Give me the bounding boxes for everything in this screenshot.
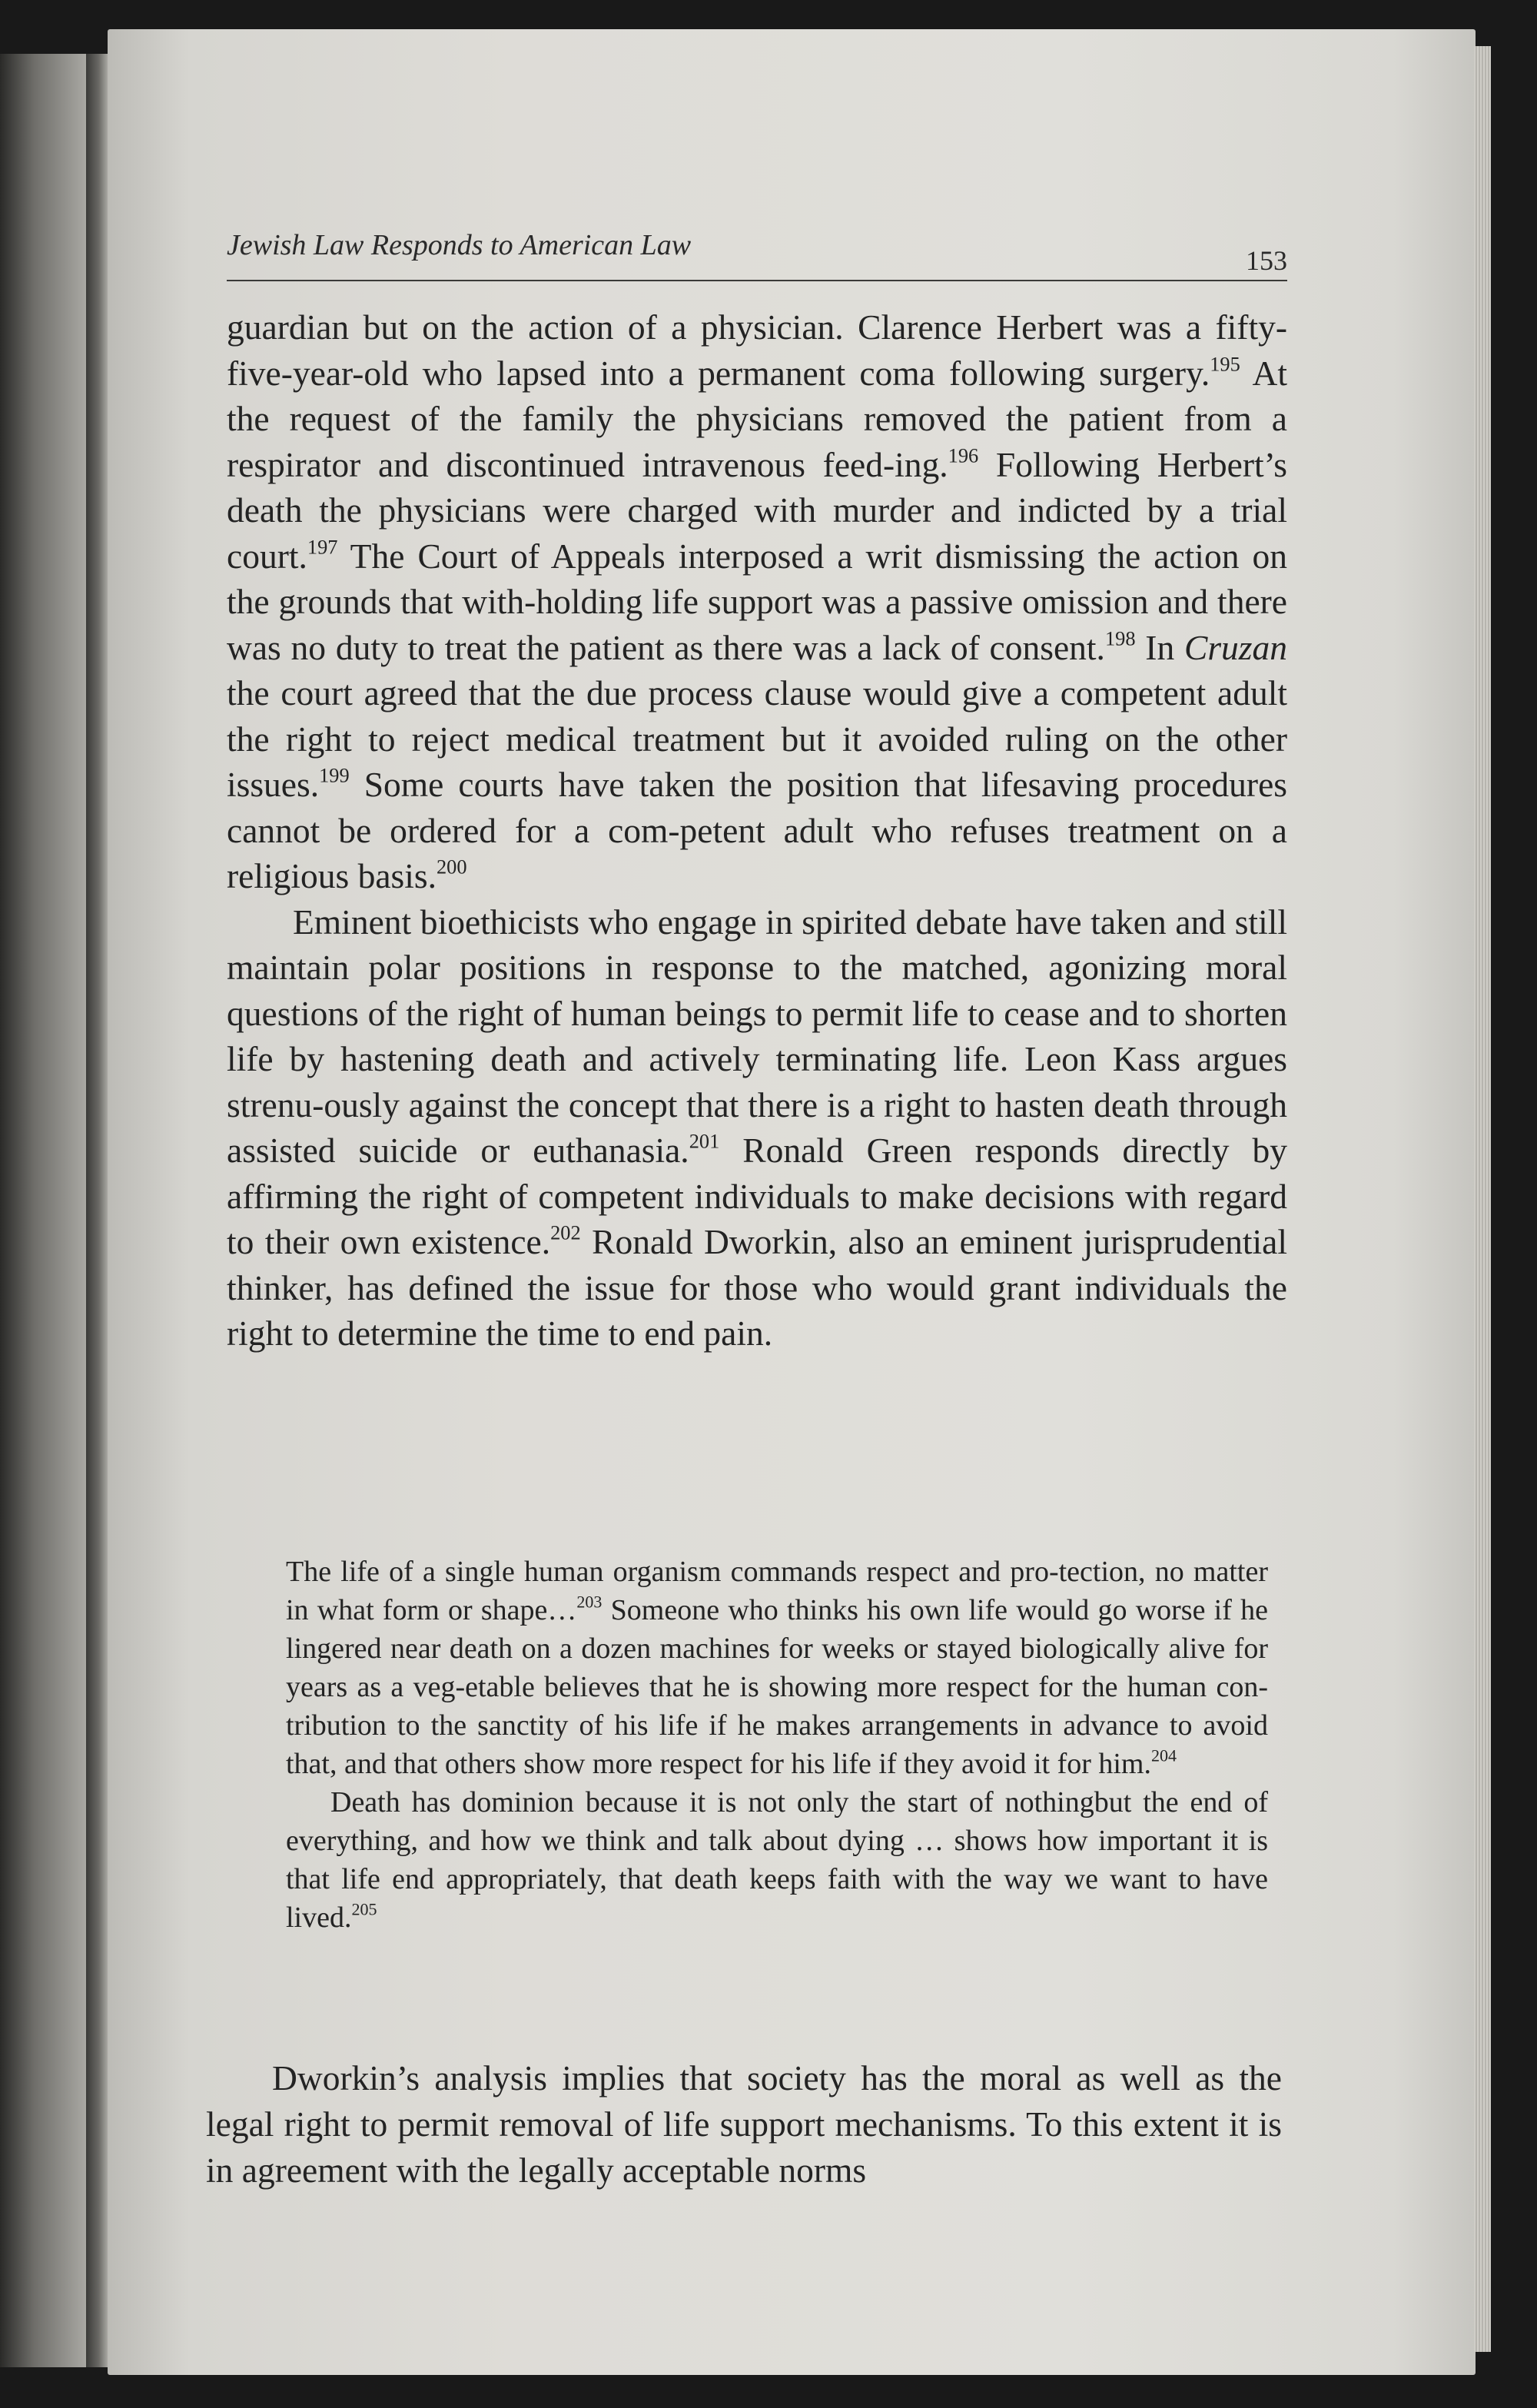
footnote-ref: 197 <box>307 535 338 559</box>
footnote-ref: 205 <box>351 1899 377 1919</box>
paragraph: Eminent bioethicists who engage in spirited debate have taken and still maintain polar positions in response to the matched, agonizing moral questions of the right of human beings to permit life to cease and to shorten life by hastening death and actively terminating life. Leon Kass argues strenu-ously against the concept that there is a right to hasten death through assisted suicide or euthanasia.$^{201}$ Ronald Green responds directly by affirming the right of competent individuals to make decisions with regard to their own existence.$^{202}$ Ronald Dworkin, also an eminent jurisprudential thinker, has defined the issue for those who would grant individuals the right to determine the time to end pain. <box>227 902 1288 1353</box>
running-head: Jewish Law Responds to American Law <box>227 229 692 261</box>
page-stack-edge <box>1474 46 1491 2352</box>
footnote-ref: 195 <box>1210 352 1240 376</box>
footnote-ref: 202 <box>550 1221 581 1244</box>
closing-paragraph: Dworkin’s analysis implies that society has the moral as well as the legal right to permit removal of life support mechanisms. To this extent it is in agreement with the legally acceptable norms <box>206 2058 1282 2190</box>
footnote-ref: 201 <box>689 1129 720 1153</box>
book-gutter <box>86 54 109 2367</box>
footnote-ref: 199 <box>319 763 350 787</box>
page-header <box>227 228 1287 281</box>
paragraph-continued: guardian but on the action of a physician. Clarence Herbert was a fifty-five-year-old who lapsed into a permanent coma following surgery.$^{195}$ At the request of the family the physicians removed the patient from a respirator and discontinued intravenous feed-ing.$^{196}$ Following Herbert’s death the physicians were charged with murder and indicted by a trial court.$^{197}$ The Court of Appeals interposed a writ dismissing the action on the grounds that with-holding life support was a passive omission and there was no duty to treat the patient as there was a lack of consent.$^{198}$ In Cruzan the court agreed that the due process clause would give a competent adult the right to reject medical treatment but it avoided ruling on the other issues.$^{199}$ Some courts have taken the position that lifesaving procedures cannot be ordered for a com-petent adult who refuses treatment on a religious basis.$^{200}$ <box>227 307 1288 895</box>
facing-page-edge <box>0 54 86 2367</box>
footnote-ref: 198 <box>1104 626 1136 650</box>
quote-paragraph: The life of a single human organism commands respect and pro-tection, no matter in what form or shape…$^{203}$ Someone who thinks his own life would go worse if he lingered near death on a dozen machines for weeks or stayed biologically alive for years as a veg-etable believes that he is showing more respect for the human con-tribution to the sanctity of his life if he makes arrangements in advance to avoid that, and that others show more respect for his life if they avoid it for him.$^{204}$ <box>286 1556 1268 1780</box>
case-name: Cruzan <box>1184 627 1288 667</box>
main-text <box>227 304 1287 1357</box>
footnote-ref: 200 <box>436 855 467 879</box>
quote-paragraph: Death has dominion because it is not only the start of nothingbut the end of everything, and how we think and talk about dying … shows how important it is that life end appropriately, that death keeps faith with the way we want to have lived.$^{205}$ <box>286 1786 1268 1934</box>
block-quote <box>286 1553 1268 1937</box>
page-number: 153 <box>1246 245 1287 276</box>
footnote-ref: 204 <box>1151 1745 1177 1765</box>
footnote-ref: 203 <box>576 1592 603 1612</box>
footnote-ref: 196 <box>948 443 979 467</box>
